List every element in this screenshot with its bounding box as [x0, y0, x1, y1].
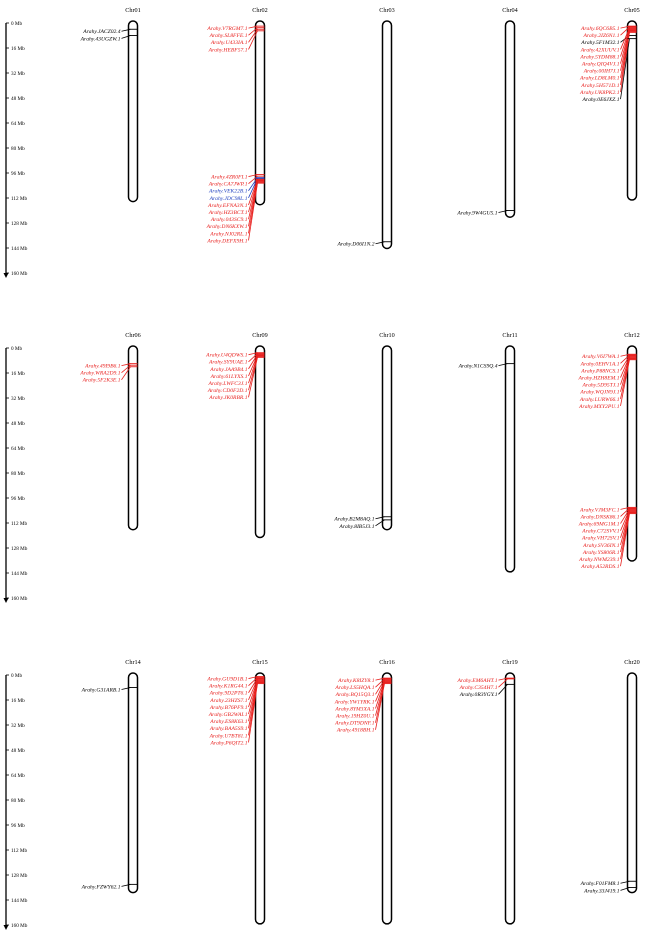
gene-label: Arahy.HEBF57.1	[208, 47, 248, 54]
gene-label: Arahy.SV36IN.1	[583, 542, 620, 549]
axis-tick-label: 144 Mb	[11, 245, 28, 252]
axis-tick-label: 48 Mb	[11, 747, 25, 754]
scale-axis	[4, 673, 28, 930]
gene-label: Arahy.61LYXS.1	[210, 373, 248, 380]
gene-label: Arahy.VEK22B.1	[208, 188, 248, 195]
gene-label: Arahy.JDC98L.1	[209, 195, 248, 202]
gene-label: Arahy.U7BT81.1	[209, 733, 248, 740]
gene-label: Arahy.FZWY62.1	[81, 884, 121, 891]
gene-label: Arahy.NWM239.1	[579, 556, 620, 563]
gene-label: Arahy.YS806R.1	[582, 549, 620, 556]
chromosome-body	[628, 673, 637, 893]
chromosome-chr04	[456, 7, 517, 217]
chromosome-chr16	[334, 659, 395, 924]
chromosome-body	[506, 346, 515, 572]
gene-label: Arahy.V7RGM7.1	[207, 26, 248, 33]
gene-label: Arahy.P6QIT2.1	[210, 740, 248, 747]
gene-label: Arahy.DN6KXW.1	[206, 224, 248, 231]
chromosome-title: Chr11	[502, 332, 518, 339]
chromosome-title: Chr12	[624, 332, 640, 339]
axis-tick-label: 0 Mb	[11, 345, 23, 352]
axis-tick-label: 16 Mb	[11, 697, 25, 704]
gene-label: Arahy.5YDM88.1	[580, 54, 620, 61]
axis-tick-label: 96 Mb	[11, 495, 25, 502]
gene-label: Arahy.B76PF9.1	[209, 704, 248, 711]
gene-label: Arahy.MXY2PU.1	[579, 403, 620, 410]
gene-label: Arahy.LD8LM0.1	[580, 75, 620, 82]
gene-label: Arahy.WRA2D9.1	[80, 370, 121, 377]
chromosome-title: Chr09	[252, 332, 268, 339]
axis-tick-label: 48 Mb	[11, 420, 25, 427]
chromosome-body	[506, 673, 515, 924]
axis-tick-label: 80 Mb	[11, 145, 25, 152]
chromosome-body	[129, 673, 138, 893]
axis-tick-label: 128 Mb	[11, 872, 28, 879]
chromosome-chr03	[337, 7, 395, 248]
chromosome-chr11	[458, 332, 518, 572]
chromosome-body	[256, 673, 265, 924]
axis-tick-label: 48 Mb	[11, 95, 25, 102]
gene-label: Arahy.19HZ0U.1	[335, 713, 375, 720]
gene-label: Arahy.9W4GU5.1	[457, 210, 498, 217]
axis-tick-label: 112 Mb	[11, 195, 28, 202]
chromosome-chr15	[206, 659, 267, 924]
axis-tick-label: 64 Mb	[11, 120, 25, 127]
gene-label: Arahy.JAA9B4.1	[210, 366, 248, 373]
gene-label: Arahy.0EHV1A.1	[580, 361, 620, 368]
chromosome-chr20	[580, 659, 640, 894]
axis-tick-label: 128 Mb	[11, 220, 28, 227]
gene-label: Arahy.U433IA.1	[210, 40, 248, 47]
gene-label: Arahy.0R3YGY.1	[459, 692, 498, 699]
chromosome-chr14	[81, 659, 141, 893]
gene-label: Arahy.2IZ6N1.1	[583, 33, 620, 40]
chromosome-title: Chr16	[379, 659, 395, 666]
axis-tick-label: 0 Mb	[11, 20, 23, 27]
chromosome-chr02	[206, 7, 268, 244]
axis-tick-label: 144 Mb	[11, 897, 28, 904]
gene-label: Arahy.G31ARB.1	[81, 687, 121, 694]
gene-label: Arahy.WQJN9J.1	[580, 389, 620, 396]
chromosome-title: Chr06	[125, 332, 141, 339]
gene-label: Arahy.5F1M32.1	[581, 40, 620, 47]
axis-tick-label: 160 Mb	[11, 922, 28, 929]
gene-label: Arahy.8YM3XA.1	[335, 706, 375, 713]
gene-label: Arahy.BQ15Q3.1	[335, 692, 375, 699]
gene-label: Arahy.CD0F2D.1	[207, 388, 248, 395]
axis-tick-label: 0 Mb	[11, 672, 23, 679]
gene-label: Arahy.GB2WAI.1	[208, 711, 248, 718]
axis-tick-label: 160 Mb	[11, 595, 28, 602]
chromosome-body	[628, 21, 637, 200]
gene-label: Arahy.00IH7J.1	[583, 68, 620, 75]
gene-label: Arahy.V6I7WA.1	[581, 354, 620, 361]
chromosome-title: Chr01	[125, 7, 141, 14]
chromosome-body	[383, 21, 392, 248]
gene-label: Arahy.4918BH.1	[336, 727, 375, 734]
scale-axis	[4, 21, 28, 278]
chromosome-body	[129, 346, 138, 530]
chromosome-body	[383, 346, 392, 530]
gene-label: Arahy.UK8PK2.1	[580, 89, 620, 96]
gene-label: Arahy.HZH8EM.1	[578, 375, 620, 382]
chromosome-chr01	[80, 7, 141, 202]
chromosome-title: Chr20	[624, 659, 640, 666]
gene-label: Arahy.EFNA3N.1	[208, 202, 248, 209]
gene-label: Arahy.5F2K3E.1	[82, 377, 121, 384]
gene-label: Arahy.EM6AHT.1	[457, 678, 498, 685]
chromosome-chr12	[577, 332, 639, 570]
axis-tick-label: 80 Mb	[11, 797, 25, 804]
gene-label: Arahy.C354H7.1	[459, 685, 498, 692]
gene-label: Arahy.6QC6B5.1	[580, 26, 620, 33]
chromosome-title: Chr04	[502, 7, 518, 14]
gene-label: Arahy.43UGZW.1	[80, 36, 121, 43]
chromosome-body	[129, 21, 138, 202]
gene-label: Arahy.C72SVV.1	[582, 528, 620, 535]
gene-label: Arahy.JK0RBR.1	[209, 395, 248, 402]
chromosome-chr19	[457, 659, 518, 924]
gene-label: Arahy.4ZR0FI.1	[211, 174, 248, 181]
gene-label: Arahy.GU9D1B.1	[207, 676, 248, 683]
axis-tick-label: 16 Mb	[11, 370, 25, 377]
gene-label: Arahy.CA7JWP.1	[208, 181, 248, 188]
gene-label: Arahy.DNSK86.1	[580, 514, 620, 521]
chromosome-chr10	[333, 332, 394, 530]
gene-label: Arahy.33J419.1	[584, 888, 620, 895]
gene-label: Arahy.A52RDS.1	[581, 564, 620, 571]
axis-tick-label: 96 Mb	[11, 822, 25, 829]
chromosome-chr05	[579, 7, 640, 200]
chromosome-title: Chr14	[125, 659, 141, 666]
gene-label: Arahy.23HZS7.1	[210, 697, 248, 704]
gene-label: Arahy.9D2PT6.1	[209, 690, 248, 697]
gene-label: Arahy.LURW66.1	[579, 396, 620, 403]
axis-tick-label: 160 Mb	[11, 270, 28, 277]
axis-tick-label: 96 Mb	[11, 170, 25, 177]
gene-label: Arahy.043SC9.1	[210, 217, 248, 224]
gene-label: Arahy.SY9UAE.1	[208, 359, 248, 366]
gene-label: Arahy.D06I1N.2	[337, 241, 375, 248]
gene-label: Arahy.VH72SV.1	[582, 535, 620, 542]
gene-label: Arahy.69MG1M.1	[578, 521, 620, 528]
gene-label: Arahy.P88NCS.1	[581, 368, 620, 375]
chromosome-title: Chr03	[379, 7, 395, 14]
gene-label: Arahy.5H571D.1	[581, 82, 620, 89]
gene-label: Arahy.U4QDWS.1	[206, 352, 248, 359]
axis-tick-label: 128 Mb	[11, 545, 28, 552]
gene-label: Arahy.ES8K63.1	[210, 719, 248, 726]
chromosome-title: Chr05	[624, 7, 640, 14]
chromosome-body	[628, 346, 637, 561]
axis-tick-label: 32 Mb	[11, 70, 25, 77]
gene-label: Arahy.VJM3FC.1	[580, 507, 620, 514]
gene-label: Arahy.F01FM8.1	[580, 881, 620, 888]
gene-label: Arahy.YW1YRK.1	[334, 699, 375, 706]
gene-label: Arahy.B2M8AQ.1	[334, 516, 375, 523]
gene-label: Arahy.5D95TJ.1	[582, 382, 620, 389]
axis-tick-label: 16 Mb	[11, 45, 25, 52]
chromosome-chr06	[79, 332, 140, 530]
gene-label: Arahy.K1RG44.1	[208, 683, 248, 690]
gene-label: Arahy.N1CS9Q.4	[458, 363, 498, 370]
axis-tick-label: 64 Mb	[11, 772, 25, 779]
chromosome-title: Chr02	[252, 7, 268, 14]
chromosome-body	[256, 346, 265, 538]
chromosome-title: Chr10	[379, 332, 395, 339]
axis-tick-label: 32 Mb	[11, 722, 25, 729]
axis-tick-label: 144 Mb	[11, 570, 28, 577]
axis-arrow	[4, 925, 9, 930]
chromosome-title: Chr15	[252, 659, 268, 666]
gene-label: Arahy.QIQ4VJ.1	[581, 61, 620, 68]
axis-arrow	[4, 273, 9, 278]
gene-label: Arahy.JACZ02.4	[83, 29, 121, 36]
axis-tick-label: 64 Mb	[11, 445, 25, 452]
gene-label: Arahy.DEFX9H.1	[207, 238, 248, 245]
chromosome-body	[383, 673, 392, 924]
chromosome-chr09	[205, 332, 268, 538]
gene-label: Arahy.DT9DNF.1	[335, 720, 375, 727]
axis-tick-label: 112 Mb	[11, 847, 28, 854]
gene-label: Arahy.LS5HQA.1	[335, 685, 375, 692]
axis-arrow	[4, 598, 9, 603]
gene-label: Arahy.LWFC3J.1	[208, 380, 248, 387]
chromosome-body	[506, 21, 515, 217]
axis-tick-label: 80 Mb	[11, 470, 25, 477]
gene-label: Arahy.0E6JXZ.1	[582, 97, 620, 104]
axis-tick-label: 32 Mb	[11, 395, 25, 402]
gene-label: Arahy.HZ3BCT.1	[208, 209, 248, 216]
gene-label: Arahy.49I9B6.1	[85, 363, 121, 370]
gene-label: Arahy.8IB5J3.1	[339, 523, 375, 530]
gene-label: Arahy.BAA5S9.1	[209, 726, 248, 733]
gene-label: Arahy.K8IZY8.1	[338, 678, 375, 685]
gene-label: Arahy.42XUUV.1	[580, 47, 620, 54]
gene-label: Arahy.NJ02RL.1	[210, 231, 248, 238]
axis-tick-label: 112 Mb	[11, 520, 28, 527]
gene-label: Arahy.SL8FFE.1	[209, 33, 248, 40]
chromosome-title: Chr19	[502, 659, 518, 666]
scale-axis	[4, 346, 28, 603]
